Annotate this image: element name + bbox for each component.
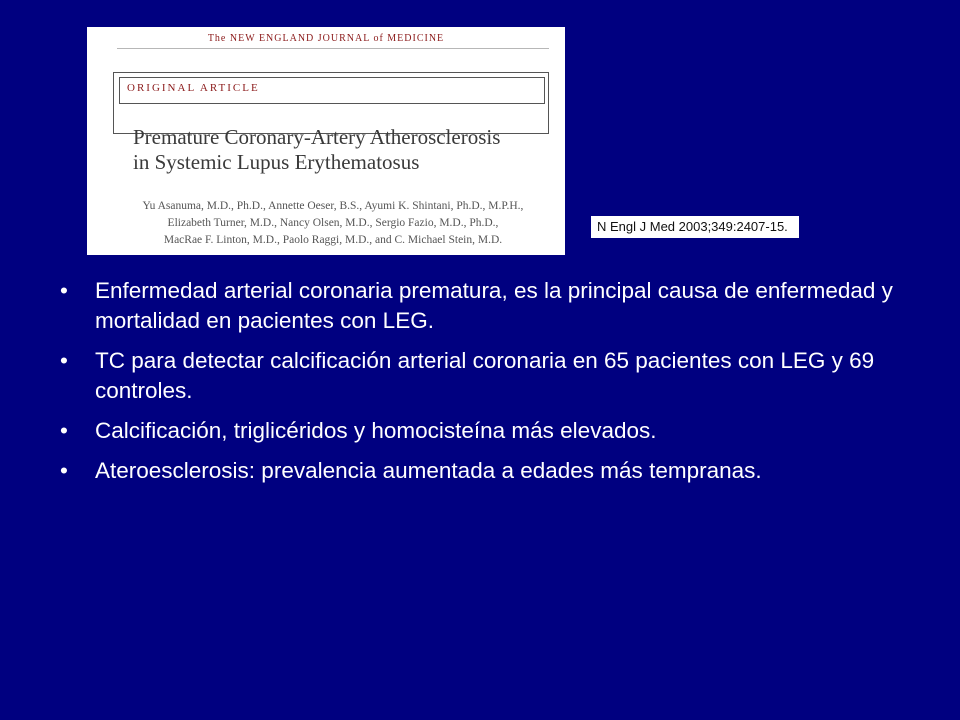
bullet-text: Calcificación, triglicéridos y homocisteína más elevados. xyxy=(95,418,657,443)
bullet-item xyxy=(60,456,920,486)
article-kicker: ORIGINAL ARTICLE xyxy=(127,82,260,94)
bullet-text: TC para detectar calcificación arterial coronaria en 65 pacientes con LEG y 69 controles. xyxy=(95,348,875,403)
journal-masthead: The NEW ENGLAND JOURNAL of MEDICINE xyxy=(207,33,445,44)
bullet-icon: • xyxy=(60,458,68,483)
bullet-text: Ateroesclerosis: prevalencia aumentada a edades más tempranas. xyxy=(95,458,762,483)
article-title: Premature Coronary-Artery Atherosclerosis in Systemic Lupus Erythematosus xyxy=(133,125,501,174)
bullet-item xyxy=(60,276,920,336)
citation-label: N Engl J Med 2003;349:2407-15. xyxy=(591,216,799,238)
bullet-list xyxy=(60,276,920,496)
bullet-text: Enfermedad arterial coronaria prematura, es la principal causa de enfermedad y mortalidad en pacientes con LEG. xyxy=(95,278,893,333)
journal-header-image xyxy=(87,27,565,255)
masthead-rule xyxy=(117,48,549,49)
bullet-icon: • xyxy=(60,278,68,303)
bullet-icon: • xyxy=(60,348,68,373)
bullet-item xyxy=(60,346,920,406)
bullet-item xyxy=(60,416,920,446)
article-authors: Yu Asanuma, M.D., Ph.D., Annette Oeser, B.S., Ayumi K. Shintani, Ph.D., M.P.H., Elizabeth Turner, M.D., Nancy Olsen, M.D., Sergio Fazio, M.D., Ph.D., MacRae F. Linton, M.D., Paolo Raggi, M.D., and C. Michael Stein, M.D. xyxy=(142,200,524,246)
bullet-icon: • xyxy=(60,418,68,443)
